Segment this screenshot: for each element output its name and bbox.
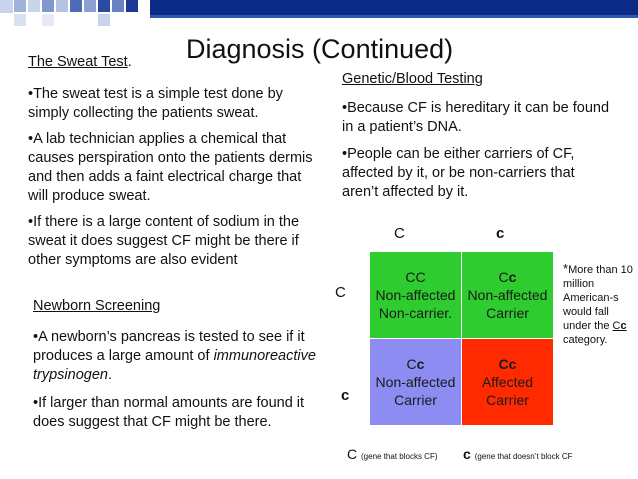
punnett-cell (370, 252, 461, 338)
punnett-col-label: C (394, 225, 405, 242)
punnett-cell-line2: Carrier (486, 392, 529, 408)
newborn-bullet1-italic: immunoreactive trypsinogen (33, 348, 316, 383)
allele-second: C (415, 269, 426, 285)
header-band (0, 0, 638, 30)
punnett-cell-line2: Non-carrier. (378, 305, 453, 321)
allele-dominant: C (405, 269, 416, 285)
sweat-test-bullet: •If there is a large content of sodium in the sweat it does suggest CF might be there if other symptoms are also evident (28, 214, 300, 268)
punnett-cell-line1: Non-affected (375, 374, 456, 390)
sweat-test-header: The Sweat Test (28, 54, 128, 70)
newborn-section (33, 297, 323, 441)
genetic-header: Genetic/Blood Testing (342, 71, 483, 87)
band-square (70, 0, 82, 12)
legend-small-c: c (463, 446, 471, 462)
newborn-bullet1-text: •A newborn’s pancreas is tested to see if it produces a large amount of (33, 329, 305, 364)
allele-dominant: C (406, 356, 417, 372)
punnett-cell-genotype (405, 268, 425, 286)
note-text-end: category. (563, 334, 608, 346)
punnett-cell-line1: Affected (481, 374, 534, 390)
band-square (98, 14, 110, 26)
punnett-cell (462, 339, 553, 425)
punnett-col-label: c (496, 225, 505, 242)
allele-recessive: C (498, 356, 509, 372)
punnett-cell-genotype (499, 355, 517, 373)
band-square (42, 14, 54, 26)
newborn-bullet: •If larger than normal amounts are found it does suggest that CF might be there. (33, 395, 305, 430)
legend-small-c-desc: (gene that doesn’t block CF (474, 452, 573, 461)
band-square (14, 14, 26, 26)
punnett-cell-line2: Carrier (394, 392, 437, 408)
punnett-cell (370, 339, 461, 425)
sweat-test-section (28, 53, 318, 277)
band-square (98, 0, 110, 12)
punnett-cell (462, 252, 553, 338)
newborn-bullet1-end: . (107, 367, 112, 383)
newborn-header-line (33, 297, 323, 316)
punnett-cell-line1: Non-affected (375, 287, 456, 303)
punnett-row-label: C (335, 284, 346, 301)
legend-big-c-desc: (gene that blocks CF) (361, 452, 438, 461)
newborn-bullet (33, 328, 323, 385)
sweat-test-header-line (28, 53, 318, 72)
slide-title: Diagnosis (Continued) (186, 34, 454, 64)
band-square (126, 0, 138, 12)
note-text: More than 10 million American-s would fall under the (563, 264, 633, 332)
allele-recessive: c (416, 356, 425, 372)
note-code-a: C (612, 320, 621, 332)
note-star: * (563, 261, 569, 276)
punnett-note (563, 262, 633, 347)
band-square (56, 0, 68, 12)
genetic-header-line (342, 70, 612, 89)
allele-dominant: C (498, 269, 509, 285)
legend-recessive (463, 446, 573, 462)
band-square (42, 0, 54, 12)
punnett-cell-genotype (407, 355, 425, 373)
sweat-test-bullet: •The sweat test is a simple test done by simply collecting the patients sweat. (28, 86, 283, 121)
sweat-test-bullet: •A lab technician applies a chemical that causes perspiration onto the patients dermis and then adds a faint electrical charge that will produce sweat. (28, 131, 313, 204)
band-square (28, 0, 40, 12)
allele-recessive: c (508, 269, 517, 285)
genetic-bullet: •People can be either carriers of CF, affected by it, or be non-carriers that aren’t affected by it. (342, 146, 575, 200)
band-square (14, 0, 26, 12)
allele-recessive: c (508, 356, 517, 372)
genetic-section (342, 70, 612, 210)
newborn-header: Newborn Screening (33, 298, 161, 314)
sweat-test-header-suffix: . (127, 54, 132, 70)
legend-big-c: C (347, 446, 358, 462)
note-code-b: c (620, 320, 627, 332)
band-square (0, 0, 13, 13)
band-square (84, 0, 96, 12)
band-bar (150, 0, 638, 18)
legend-dominant (347, 446, 438, 462)
band-square (112, 0, 124, 12)
genetic-bullet: •Because CF is hereditary it can be found in a patient’s DNA. (342, 100, 610, 135)
punnett-row-label: c (341, 387, 350, 404)
punnett-cell-line1: Non-affected (467, 287, 548, 303)
punnett-cell-genotype (499, 268, 517, 286)
punnett-cell-line2: Carrier (486, 305, 529, 321)
